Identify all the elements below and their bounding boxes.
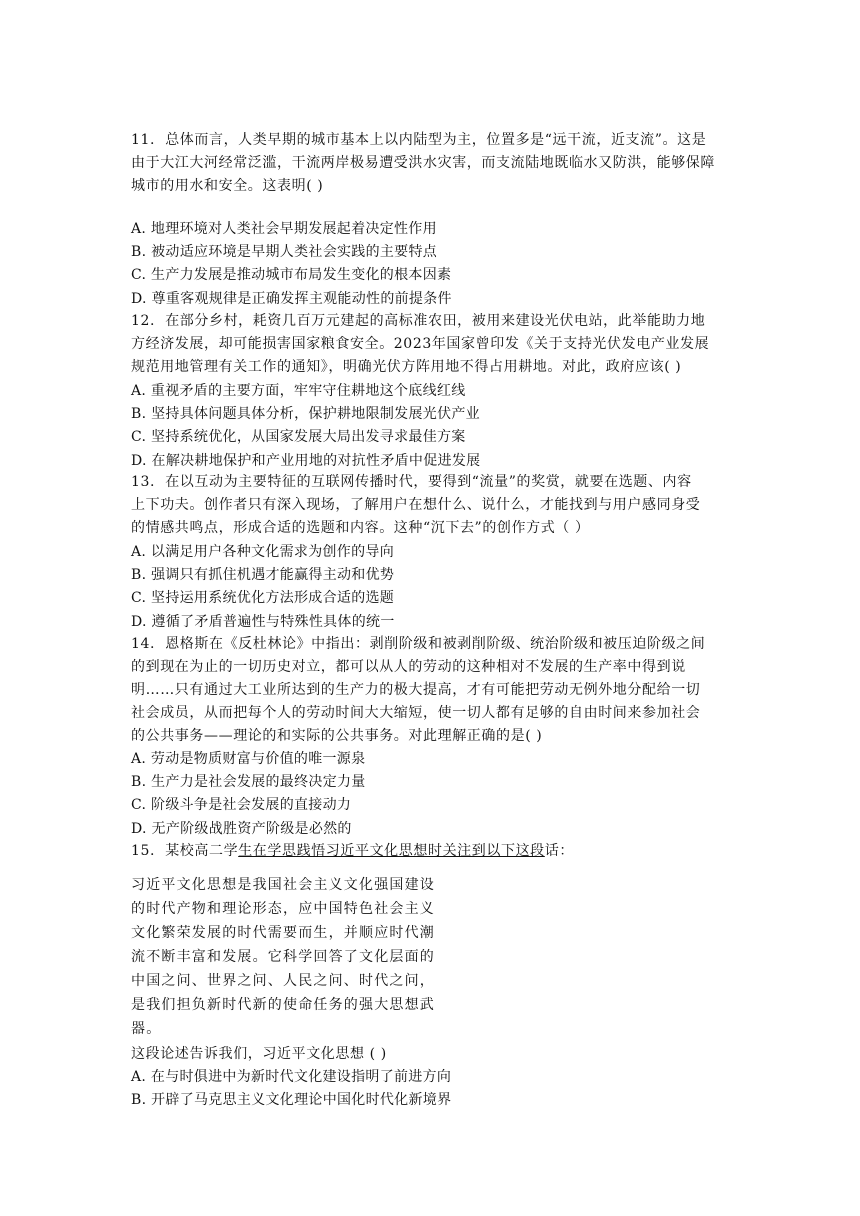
- option-b: B. 开辟了马克思主义文化理论中国化时代化新境界: [131, 1092, 452, 1109]
- option-a: A. 重视矛盾的主要方面，牢牢守住耕地这个底线红线: [131, 383, 466, 399]
- question-line: 的情感共鸣点，形成合适的选题和内容。这种“沉下去”的创作方式（ ）: [131, 520, 590, 536]
- question-line: 14. 恩格斯在《反杜林论》中指出：剥削阶级和被剥削阶级、统治阶级和被压迫阶级之间: [131, 636, 706, 652]
- option-b: B. 强调只有抓住机遇才能赢得主动和优势: [131, 567, 395, 584]
- option-c: C. 坚持系统优化，从国家发展大局出发寻求最佳方案: [131, 429, 466, 446]
- question-14-stem: [131, 633, 731, 748]
- question-11-options: [131, 218, 731, 311]
- question-line: 13. 在以互动为主要特征的互联网传播时代，要得到“流量”的奖赏，就要在选题、内容: [131, 474, 692, 490]
- option-c: C. 生产力发展是推动城市布局发生变化的根本因素: [131, 267, 452, 284]
- question-line: 11. 总体而言，人类早期的城市基本上以内陆型为主，位置多是“远干流，近支流”。这是: [131, 132, 707, 148]
- quote-line: 的时代产物和理论形态，应中国特色社会主义: [131, 901, 435, 917]
- question-line: 城市的用水和安全。这表明( ): [131, 178, 324, 194]
- question-line: 这段论述告诉我们，习近平文化思想 ( ): [131, 1046, 387, 1062]
- question-line: 15. 某校高二学生在学思践悟习近平文化思想时关注到以下这段话：: [131, 843, 574, 859]
- option-a: A. 在与时俱进中为新时代文化建设指明了前进方向: [131, 1069, 452, 1085]
- option-c: C. 坚持运用系统优化方法形成合适的选题: [131, 590, 395, 607]
- option-d: D. 在解决耕地保护和产业用地的对抗性矛盾中促进发展: [131, 452, 481, 469]
- option-c: C. 阶级斗争是社会发展的直接动力: [131, 797, 352, 814]
- underlined-text: 生在学思践悟习近平文化思想时关注到以下这段: [238, 843, 545, 859]
- question-15-options: [131, 1066, 731, 1112]
- quote-line: 是我们担负新时代新的使命任务的强大思想武: [131, 997, 435, 1013]
- quote-line: 文化繁荣发展的时代需要而生，并顺应时代潮: [131, 925, 435, 941]
- question-15-ask: [131, 1043, 731, 1066]
- option-a: A. 劳动是物质财富与价值的唯一源泉: [131, 751, 366, 767]
- question-14-options: [131, 748, 731, 841]
- option-d: D. 遵循了矛盾普遍性与特殊性具体的统一: [131, 613, 395, 630]
- question-line: 由于大江大河经常泛滥，干流两岸极易遭受洪水灾害，而支流陆地既临水又防洪，能够保障: [131, 155, 715, 171]
- quote-line: 中国之问、世界之问、人民之问、时代之问，: [131, 973, 435, 989]
- question-13-stem: [131, 471, 731, 540]
- question-line: 上下功夫。创作者只有深入现场，了解用户在想什么、说什么，才能找到与用户感同身受: [131, 497, 701, 513]
- option-d: D. 无产阶级战胜资产阶级是必然的: [131, 820, 352, 837]
- question-line: 12. 在部分乡村，耗资几百万元建起的高标准农田，被用来建设光伏电站，此举能助力地: [131, 313, 706, 329]
- option-a: A. 地理环境对人类社会早期发展起着决定性作用: [131, 221, 437, 237]
- question-11-stem: [131, 129, 731, 198]
- quote-block: [131, 873, 451, 1041]
- option-b: B. 生产力是社会发展的最终决定力量: [131, 774, 366, 791]
- question-line: 方经济发展，却可能损害国家粮食安全。2023年国家曾印发《关于支持光伏发电产业发展: [131, 336, 710, 352]
- question-line: 明……只有通过大工业所达到的生产力的极大提高，才有可能把劳动无例外地分配给一切: [131, 682, 701, 698]
- question-line: 规范用地管理有关工作的通知》，明确光伏方阵用地不得占用耕地。对此，政府应该( ): [131, 359, 682, 375]
- question-line: 的公共事务——理论的和实际的公共事务。对此理解正确的是( ): [131, 728, 543, 744]
- question-line: 社会成员，从而把每个人的劳动时间大大缩短，使一切人都有足够的自由时间来参加社会: [131, 705, 701, 721]
- question-15-stem: [131, 840, 731, 863]
- option-d: D. 尊重客观规律是正确发挥主观能动性的前提条件: [131, 290, 452, 307]
- question-13-options: [131, 541, 731, 634]
- quote-line: 习近平文化思想是我国社会主义文化强国建设: [131, 877, 435, 893]
- option-b: B. 坚持具体问题具体分析，保护耕地限制发展光伏产业: [131, 406, 480, 423]
- question-line: 的到现在为止的一切历史对立，都可以从人的劳动的这种相对不发展的生产率中得到说: [131, 659, 686, 675]
- option-b: B. 被动适应环境是早期人类社会实践的主要特点: [131, 244, 438, 261]
- option-a: A. 以满足用户各种文化需求为创作的导向: [131, 544, 395, 560]
- question-12-stem: [131, 310, 731, 379]
- quote-line: 流不断丰富和发展。它科学回答了文化层面的: [131, 949, 435, 965]
- question-12-options: [131, 380, 731, 473]
- quote-line: 器。: [131, 1021, 162, 1037]
